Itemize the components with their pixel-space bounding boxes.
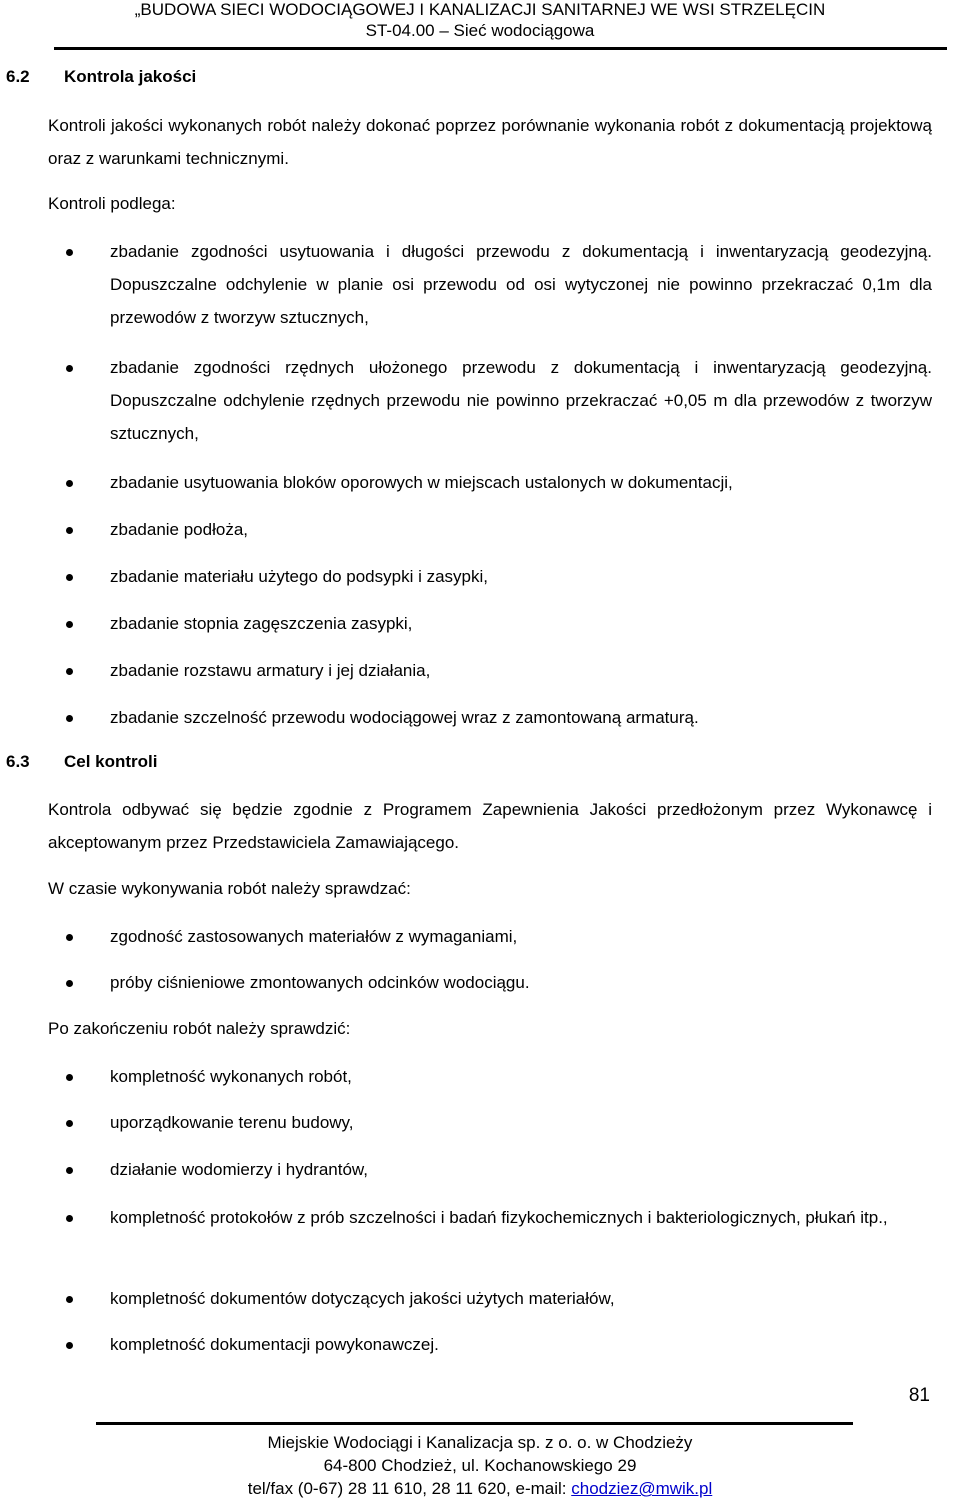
bullet-icon	[66, 668, 73, 675]
list-item-text: kompletność protokołów z prób szczelności i badań fizykochemicznych i bakteriologicznych, płukań itp.,	[110, 1208, 888, 1227]
list-item-text: zbadanie podłoża,	[110, 520, 249, 539]
list-item-text: kompletność wykonanych robót,	[110, 1067, 352, 1086]
footer-company: Miejskie Wodociągi i Kanalizacja sp. z o. o. w Chodzieży	[267, 1433, 693, 1452]
list-item-text: działanie wodomierzy i hydrantów,	[110, 1160, 368, 1179]
during-works-intro: W czasie wykonywania robót należy sprawdzać:	[48, 879, 411, 898]
list-item-text: zbadanie materiału użytego do podsypki i zasypki,	[110, 567, 488, 586]
control-list-intro: Kontroli podlega:	[48, 194, 176, 213]
bullet-icon	[66, 527, 73, 534]
bullet-icon	[66, 980, 73, 987]
list-item-text: zbadanie zgodności rzędnych ułożonego przewodu z dokumentacją i inwentaryzacją geodezyjną. Dopuszczalne odchylenie rzędnych przewodu nie powinno przekraczać +0,05 m dla przewodów z tworzyw sztucznych,	[110, 358, 932, 443]
section-number: 6.2	[6, 67, 30, 86]
bullet-icon	[66, 249, 73, 256]
list-item-text: zbadanie stopnia zagęszczenia zasypki,	[110, 614, 413, 633]
list-item-text: próby ciśnieniowe zmontowanych odcinków wodociągu.	[110, 973, 530, 992]
list-item-text: zbadanie rozstawu armatury i jej działania,	[110, 661, 431, 680]
bullet-icon	[66, 1342, 73, 1349]
header-divider	[54, 47, 947, 50]
list-item-text: zgodność zastosowanych materiałów z wymaganiami,	[110, 927, 518, 946]
bullet-icon	[66, 1215, 73, 1222]
document-header-spec: ST-04.00 – Sieć wodociągowa	[365, 21, 595, 40]
document-header-title: „BUDOWA SIECI WODOCIĄGOWEJ I KANALIZACJI SANITARNEJ WE WSI STRZELĘCIN	[134, 0, 826, 19]
footer-contact	[0, 1478, 960, 1500]
list-item-text: kompletność dokumentów dotyczących jakości użytych materiałów,	[110, 1289, 615, 1308]
bullet-icon	[66, 621, 73, 628]
list-item-text: kompletność dokumentacji powykonawczej.	[110, 1335, 439, 1354]
section-title: Cel kontroli	[64, 752, 158, 771]
footer-divider	[96, 1422, 853, 1425]
control-purpose-intro: Kontrola odbywać się będzie zgodnie z Programem Zapewnienia Jakości przedłożonym przez Wykonawcę i akceptowanym przez Przedstawiciela Zamawiającego.	[48, 800, 932, 852]
list-item-text: zbadanie usytuowania bloków oporowych w miejscach ustalonych w dokumentacji,	[110, 473, 733, 492]
section-number: 6.3	[6, 752, 30, 771]
section-title: Kontrola jakości	[64, 67, 197, 86]
bullet-icon	[66, 715, 73, 722]
footer-phone: tel/fax (0-67) 28 11 610, 28 11 620, e-mail:	[247, 1479, 572, 1498]
email-link[interactable]: chodziez@mwik.pl	[571, 1479, 713, 1498]
bullet-icon	[66, 1074, 73, 1081]
bullet-icon	[66, 934, 73, 941]
list-item-text: uporządkowanie terenu budowy,	[110, 1113, 354, 1132]
list-item-text: zbadanie szczelność przewodu wodociągowej wraz z zamontowaną armaturą.	[110, 708, 699, 727]
quality-control-intro: Kontroli jakości wykonanych robót należy dokonać poprzez porównanie wykonania robót z dokumentacją projektową oraz z warunkami technicznymi.	[48, 116, 932, 168]
bullet-icon	[66, 480, 73, 487]
bullet-icon	[66, 1167, 73, 1174]
bullet-icon	[66, 1296, 73, 1303]
bullet-icon	[66, 365, 73, 372]
bullet-icon	[66, 1120, 73, 1127]
after-works-intro: Po zakończeniu robót należy sprawdzić:	[48, 1019, 351, 1038]
footer-address: 64-800 Chodzież, ul. Kochanowskiego 29	[323, 1456, 637, 1475]
bullet-icon	[66, 574, 73, 581]
list-item-text: zbadanie zgodności usytuowania i długości przewodu z dokumentacją i inwentaryzacją geodezyjną. Dopuszczalne odchylenie w planie osi przewodu od osi wytyczonej nie powinno przekraczać 0,1m dla przewodów z tworzyw sztucznych,	[110, 242, 932, 327]
page-number: 81	[908, 1385, 930, 1406]
